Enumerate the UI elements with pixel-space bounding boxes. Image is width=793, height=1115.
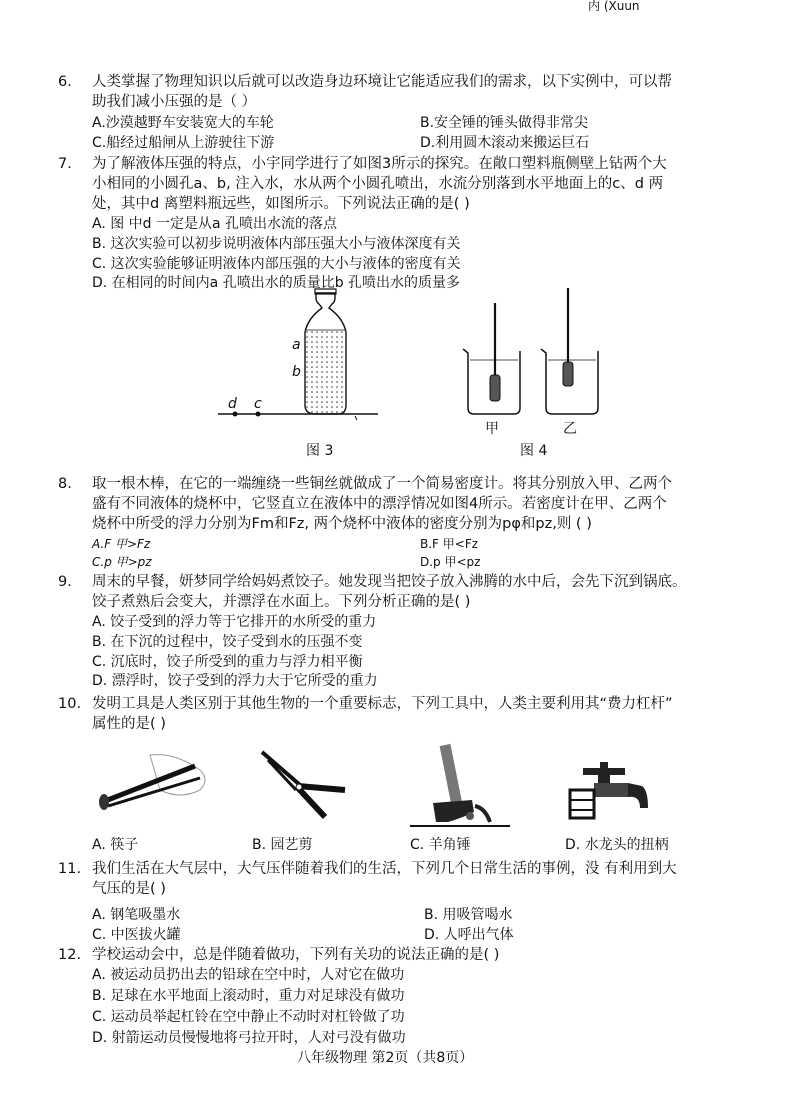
question-text-line: 我们生活在大气层中，大气压伴随着我们的生活，下列几个日常生活的事例，没 有利用到大 [92,861,677,877]
label-a: a [292,337,301,353]
question-text-line: 助我们减小压强的是（ ） [92,94,257,110]
question-text-line: 气压的是( ) [92,881,166,897]
question-number: 6. [58,74,72,90]
question-text-line: 盛有不同液体的烧杯中，它竖直立在液体中的漂浮情况如图4所示。若密度计在甲、乙两个 [92,496,667,512]
option-d[interactable]: D. 在相同的时间内a 孔喷出水的质量比b 孔喷出水的质量多 [92,275,461,291]
question-text-line: 人类掌握了物理知识以后就可以改造身边环境让它能适应我们的需求，以下实例中，可以帮 [92,74,672,90]
label-b: b [292,364,301,380]
label-yi: 乙 [563,421,577,437]
claw-hammer-icon [410,745,510,826]
option-c[interactable]: C. 羊角锤 [410,837,471,853]
figure-caption: 图 4 [520,443,548,459]
question-text-line: 周末的早餐，妍梦同学给妈妈煮饺子。她发现当把饺子放入沸腾的水中后，会先下沉到锅底。 [92,574,687,590]
question-text-line: 饺子煮熟后会变大，并漂浮在水面上。下列分析正确的是( ) [92,594,471,610]
question-text-line: 烧杯中所受的浮力分别为Fm和Fz, 两个烧杯中液体的密度分别为pφ和pz,则 ( ) [92,516,592,532]
option-a[interactable]: A.沙漠越野车安装宽大的车轮 [92,115,274,131]
question-text-line: 处，其中d 离塑料瓶远些，如图所示。下列说法正确的是( ) [92,196,470,212]
question-text-line: 小相同的小圆孔a、b, 注入水，水从两个小圆孔喷出，水流分别落到水平地面上的c、d 两 [92,176,664,192]
question-text-line: 取一根木棒，在它的一端缠绕一些铜丝就做成了一个简易密度计。将其分别放入甲、乙两个 [92,476,672,492]
option-d[interactable]: D.利用圆木滚动来搬运巨石 [420,135,590,151]
question-number: 7. [58,156,72,172]
label-c: c [254,396,262,412]
question-number: 9. [58,574,72,590]
faucet-icon [570,762,648,818]
option-b[interactable]: B. 足球在水平地面上滚动时，重力对足球没有做功 [92,988,405,1004]
question-number: 12. [58,947,82,963]
garden-shears-icon [262,752,345,817]
question-text-line: 发明工具是人类区别于其他生物的一个重要标志，下列工具中，人类主要利用其“费力杠杆” [92,696,673,712]
option-b[interactable]: B.F 甲<Fz [420,537,479,551]
label-jia: 甲 [485,421,499,437]
option-a[interactable]: A. 钢笔吸墨水 [92,907,181,923]
question-number: 8. [58,476,72,492]
option-b[interactable]: B.安全锤的锤头做得非常尖 [420,115,589,131]
figure-caption: 图 3 [306,443,334,459]
question-text-line: 为了解液体压强的特点，小宇同学进行了如图3所示的探究。在敞口塑料瓶侧壁上钻两个大 [92,156,667,172]
option-a[interactable]: A. 筷子 [92,837,139,853]
question-text-line: 学校运动会中，总是伴随着做功，下列有关功的说法正确的是( ) [92,947,500,963]
option-d[interactable]: D. 射箭运动员慢慢地将弓拉开时，人对弓没有做功 [92,1030,406,1046]
option-c[interactable]: C. 运动员举起杠铃在空中静止不动时对杠铃做了功 [92,1009,405,1025]
option-a[interactable]: A. 被运动员扔出去的铅球在空中时，人对它在做功 [92,967,405,983]
option-c[interactable]: C. 中医拔火罐 [92,927,181,943]
option-b[interactable]: B. 在下沉的过程中，饺子受到水的压强不变 [92,634,363,650]
option-c[interactable]: C. 沉底时，饺子所受到的重力与浮力相平衡 [92,654,363,670]
question-text-line: 属性的是( ) [92,716,166,732]
option-c[interactable]: C. 这次实验能够证明液体内部压强的大小与液体的密度有关 [92,256,461,272]
chopsticks-icon [99,755,205,810]
option-b[interactable]: B. 用吸管喝水 [424,907,513,923]
option-a[interactable]: A. 饺子受到的浮力等于它排开的水所受的重力 [92,614,377,630]
option-d[interactable]: D. 漂浮时，饺子受到的浮力大于它所受的重力 [92,673,378,689]
option-b[interactable]: B. 这次实验可以初步说明液体内部压强大小与液体深度有关 [92,236,461,252]
option-d[interactable]: D. 人呼出气体 [424,927,514,943]
option-d[interactable]: D.p 甲<pz [420,555,481,569]
option-c[interactable]: C.船经过船闸从上游驶往下游 [92,135,275,151]
page-footer: 八年级物理 第2页（共8页） [297,1050,474,1066]
option-a[interactable]: A.F 甲>Fz [92,537,151,551]
option-b[interactable]: B. 园艺剪 [252,837,313,853]
option-c[interactable]: C.p 甲>pz [92,555,152,569]
question-number: 11. [58,861,82,877]
header-corner-text: 内 (Xuun [588,0,640,13]
label-d: d [228,396,237,412]
question-number: 10. [58,696,82,712]
option-d[interactable]: D. 水龙头的扭柄 [565,837,669,853]
option-a[interactable]: A. 图 中d 一定是从a 孔喷出水流的落点 [92,216,338,232]
